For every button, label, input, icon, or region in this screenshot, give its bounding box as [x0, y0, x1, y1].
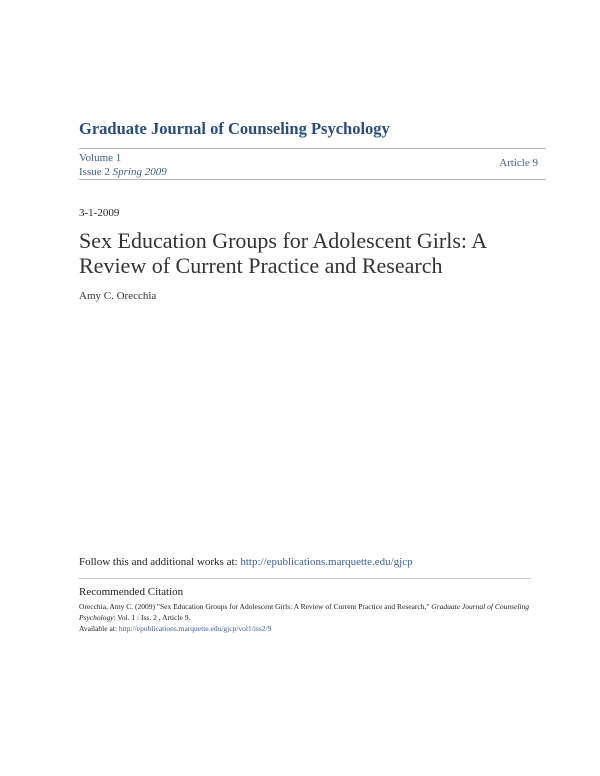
available-link[interactable]: http://epublications.marquette.edu/gjcp/vol1/iss2/9 [118, 624, 272, 633]
issue-line[interactable] [79, 165, 167, 179]
citation-part1: Orecchia, Amy C. (2009) "Sex Education Groups for Adolescent Girls: A Review of Current Practice and Research," [79, 602, 432, 611]
citation-text [79, 601, 534, 634]
issue-season: Spring 2009 [112, 166, 167, 178]
recommended-citation-heading: Recommended Citation [79, 586, 184, 598]
issue-info [79, 151, 167, 179]
follow-text: Follow this and additional works at: [79, 556, 241, 568]
volume-link[interactable]: Volume 1 [79, 152, 122, 164]
follow-line [79, 556, 413, 568]
citation-part2: : Vol. 1 : Iss. 2 , Article 9. [113, 613, 191, 622]
available-label: Available at: [79, 624, 119, 633]
author-name: Amy C. Orecchia [79, 290, 157, 302]
citation-journal: Graduate Journal of Counseling Psychology [79, 602, 530, 622]
issue-number: Issue 2 [79, 166, 110, 178]
article-number[interactable]: Article 9 [499, 157, 538, 169]
follow-link[interactable]: http://epublications.marquette.edu/gjcp [240, 556, 413, 568]
journal-title[interactable]: Graduate Journal of Counseling Psychology [79, 119, 390, 138]
header-divider-top [79, 148, 546, 149]
publication-date: 3-1-2009 [79, 207, 120, 219]
header-divider-bottom [79, 179, 546, 180]
citation-divider [79, 578, 531, 579]
article-title: Sex Education Groups for Adolescent Girls: A Review of Current Practice and Research [79, 228, 486, 278]
